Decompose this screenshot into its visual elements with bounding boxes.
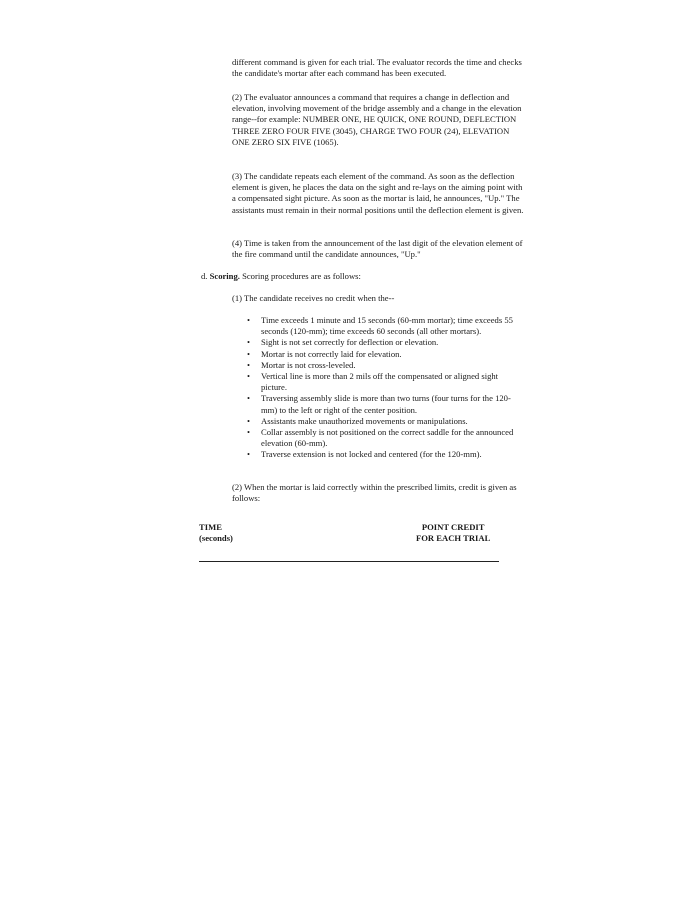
- bullet-icon: •: [247, 371, 251, 382]
- table-header-rule: [199, 561, 499, 562]
- list-item: • Traverse extension is not locked and centered (for the 120-mm).: [247, 449, 482, 460]
- scoring-heading: Scoring.: [209, 271, 240, 281]
- bullet-icon: •: [247, 449, 251, 460]
- bullet-icon: •: [247, 415, 251, 426]
- no-credit-intro: (1) The candidate receives no credit when the--: [232, 293, 395, 303]
- bullet-icon: •: [247, 315, 251, 325]
- list-item: • Vertical line is more than 2 mils off the compensated or aligned sight picture.: [247, 371, 499, 393]
- list-item: • Collar assembly is not positioned on the correct saddle for the announced elevation (60-mm).: [247, 427, 514, 449]
- table-header-credit-line1: POINT CREDIT: [421, 522, 485, 532]
- bullet-icon: •: [247, 337, 251, 348]
- credit-intro: (2) When the mortar is laid correctly within the prescribed limits, credit is given as follows:: [232, 482, 517, 504]
- table-header-point-credit: [416, 522, 490, 544]
- list-item: • Sight is not set correctly for deflection or elevation.: [247, 337, 439, 348]
- bullet-icon: •: [247, 393, 251, 404]
- paragraph-2-command: (2) The evaluator announces a command that requires a change in deflection and elevation, involving movement of the bridge assembly and a change in the elevation range--for example: NUMBER ONE, HE QUICK, ONE ROUND, DEFLECTION THREE ZERO FOUR FIVE (3045), CHARGE TWO FOUR (24), ELEVATION ONE ZERO SIX FIVE (1065).: [232, 92, 522, 147]
- bullet-icon: •: [247, 348, 251, 359]
- paragraph-3-candidate-repeats: (3) The candidate repeats each element of the command. As soon as the deflection element is given, he places the data on the sight and re-lays on the aiming point with a compensated sight picture. As soon as the mortar is laid, he announces, "Up." The assistants must remain in their normal positions until the deflection element is given.: [232, 171, 524, 215]
- scoring-prefix: d.: [201, 271, 210, 281]
- no-credit-list: [232, 315, 524, 461]
- list-item: • Traversing assembly slide is more than two turns (four turns for the 120-mm) to the left or right of the center position.: [247, 393, 511, 415]
- list-item: • Assistants make unauthorized movements or manipulations.: [247, 415, 468, 426]
- paragraph-continuation: different command is given for each trial. The evaluator records the time and checks the candidate's mortar after each command has been executed.: [232, 57, 522, 79]
- bullet-icon: •: [247, 427, 251, 438]
- list-item: • Time exceeds 1 minute and 15 seconds (60-mm mortar); time exceeds 55 seconds (120-mm); time exceeds 60 seconds (all other mortars).: [247, 315, 513, 337]
- table-header-time-line1: TIME: [199, 522, 222, 532]
- list-item: • Mortar is not correctly laid for elevation.: [247, 348, 402, 359]
- table-header-credit-line2: FOR EACH TRIAL: [416, 533, 491, 544]
- scoring-intro-text: Scoring procedures are as follows:: [239, 271, 361, 281]
- table-header-time-line2: (seconds): [199, 533, 233, 544]
- scoring-section-heading: [201, 271, 521, 282]
- list-item: • Mortar is not cross-leveled.: [247, 359, 356, 370]
- table-header-time: [199, 522, 233, 544]
- paragraph-4-time-taken: (4) Time is taken from the announcement of the last digit of the elevation element of the fire command until the candidate announces, "Up.": [232, 238, 523, 260]
- bullet-icon: •: [247, 359, 251, 370]
